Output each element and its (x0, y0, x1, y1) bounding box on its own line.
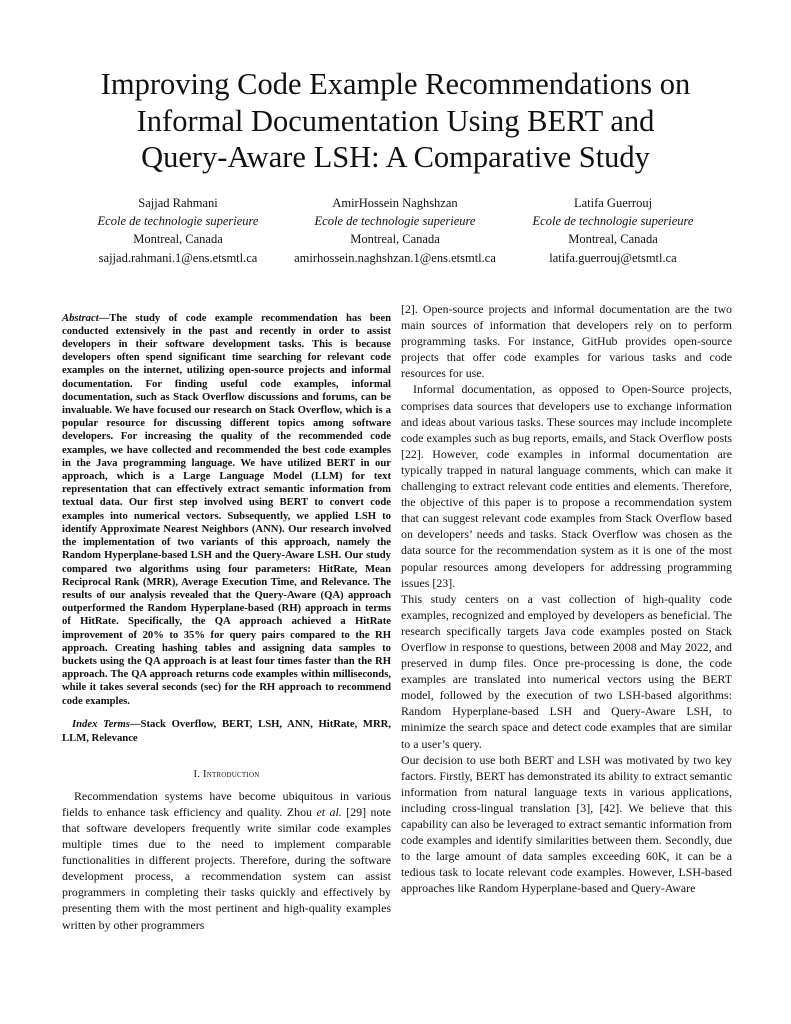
author-email: sajjad.rahmani.1@ens.etsmtl.ca (98, 250, 258, 265)
author-name: Latifa Guerrouj (573, 196, 653, 210)
index-terms-label: Index Terms (72, 719, 130, 731)
abstract-text: —The study of code example recommendation has been conducted extensively in the past and recently in order to assist developers in their software development tasks. This is because developers often spend significant time searching for relevant code examples on the internet, utilizing open-source projects and informal documentation. For finding useful code examples, informal documentation, such as Stack Overflow discussions and forums, can be invaluable. We have focused our research on Stack Overflow, which is a popular resource for discussing different topics among software developers. For increasing the quality of the recommended code examples, we have collected and recommended the best code examples in the Java programming language. We have utilized BERT in our approach, which is a Large Language Model (LLM) for text representation that can effectively extract semantic information from textual data. Our first step involved using BERT to convert code examples into numerical vectors. Subsequently, we applied LSH to identify Approximate Nearest Neighbors (ANN). Our research involved the implementation of two variants of this approach, namely the Random Hyperplane-based LSH and the Query-Aware LSH. Our study compared two algorithms using four parameters: HitRate, Mean Reciprocal Rank (MRR), Average Execution Time, and Relevance. The results of our analysis revealed that the Query-Aware (QA) approach outperformed the Random Hyperplane-based (RH) approach in terms of HitRate. Specifically, the QA approach achieved a HitRate improvement of 20% to 35% for query pairs compared to the RH approach. Creating hashing tables and assigning data samples to buckets using the QA approach is at least four times faster than the RH approach. The QA approach returns code examples within milliseconds, while it takes several seconds (sec) for the RH approach to recommend code examples. (62, 312, 391, 707)
author-name: Sajjad Rahmani (138, 196, 218, 210)
author-affiliation: Ecole de technologie superieure (532, 214, 694, 229)
body-paragraph: Our decision to use both BERT and LSH was motivated by two key factors. Firstly, BERT has demonstrated its ability to extract semantic information from natural language texts in various applications, including cross-lingual translation [3], [42]. We believe that this capability can also be leveraged to extract semantic information from code examples and identify similarities between them. Secondly, due to the large amount of data samples exceeding 60K, it can be a tedious task to locate relevant code examples. However, LSH-based approaches like Random Hyperplane-based and Query-Aware (401, 752, 732, 896)
body-paragraph: [2]. Open-source projects and informal documentation are the two main sources of information that developers rely on to perform programming tasks. For instance, GitHub provides open-source projects that offer code examples for various tasks and code resources for use. (401, 302, 732, 381)
author-block (498, 194, 728, 267)
author-email: amirhossein.naghshzan.1@ens.etsmtl.ca (294, 250, 496, 265)
author-location: Montreal, Canada (568, 232, 658, 247)
intro-text: Recommendation systems have become ubiquitous in various fields to enhance task efficiency and quality. Zhou (62, 788, 391, 819)
author-location: Montreal, Canada (133, 232, 223, 247)
index-terms-text: —Stack Overflow, BERT, LSH, ANN, HitRate, MRR, LLM, Relevance (62, 719, 391, 744)
right-column (401, 301, 732, 896)
title-line: Query-Aware LSH: A Comparative Study (141, 140, 650, 174)
author-email: latifa.guerrouj@etsmtl.ca (549, 250, 677, 265)
abstract (62, 312, 391, 708)
author-affiliation: Ecole de technologie superieure (97, 214, 259, 229)
body-paragraph: This study centers on a vast collection of high-quality code examples, recognized and employed by developers as beneficial. The research specifically targets Java code examples posted on Stack Overflow in response to questions, between 2008 and May 2022, and preserved in dump files. Once pre-processing is done, the code examples are translated into numerical vectors using the BERT model, followed by the execution of two LSH-based algorithms: Random Hyperplane-based LSH and Query-Aware LSH, to minimize the search space and detect code examples that are similar to a user’s query. (401, 591, 732, 751)
abstract-label: Abstract (62, 312, 99, 324)
section-heading-introduction (62, 769, 391, 780)
intro-text: [29] note that software developers frequently write similar code examples multiple times due to the need to implement comparable functionalities in different projects. Therefore, during the software development process, a recommendation system can assist programmers in completing their tasks quickly and effectively by presenting them with the most pertinent and high-quality examples written by other programmers (62, 804, 391, 932)
author-block (63, 194, 293, 267)
body-paragraph: Informal documentation, as opposed to Open-Source projects, comprises data sources that developers use to exchange information and ideas about various tasks. These sources may include incomplete code examples such as bug reports, emails, and Stack Overflow posts [22]. However, code examples in informal documentation are typically trapped in natural language comments, which can make it challenging to extract relevant code entities and elements. Therefore, the objective of this paper is to propose a recommendation system that can suggest relevant code examples from Stack Overflow based on developers’ needs and tasks. Stack Overflow was chosen as the data source for the recommendation system as it is one of the most popular resources among developers for addressing programming issues [23]. (401, 382, 732, 590)
section-number: I. (193, 768, 201, 780)
paper-title (60, 66, 731, 176)
left-column (62, 301, 391, 933)
author-name: AmirHossein Naghshzan (332, 196, 458, 210)
index-terms (62, 718, 391, 744)
section-title: Introduction (202, 768, 260, 780)
author-block (280, 194, 510, 267)
title-line: Informal Documentation Using BERT and (136, 103, 655, 138)
author-location: Montreal, Canada (350, 232, 440, 247)
author-affiliation: Ecole de technologie superieure (314, 214, 476, 229)
intro-etal: et al. (316, 804, 342, 819)
intro-paragraph (62, 788, 391, 933)
title-line: Improving Code Example Recommendations on (100, 67, 691, 101)
